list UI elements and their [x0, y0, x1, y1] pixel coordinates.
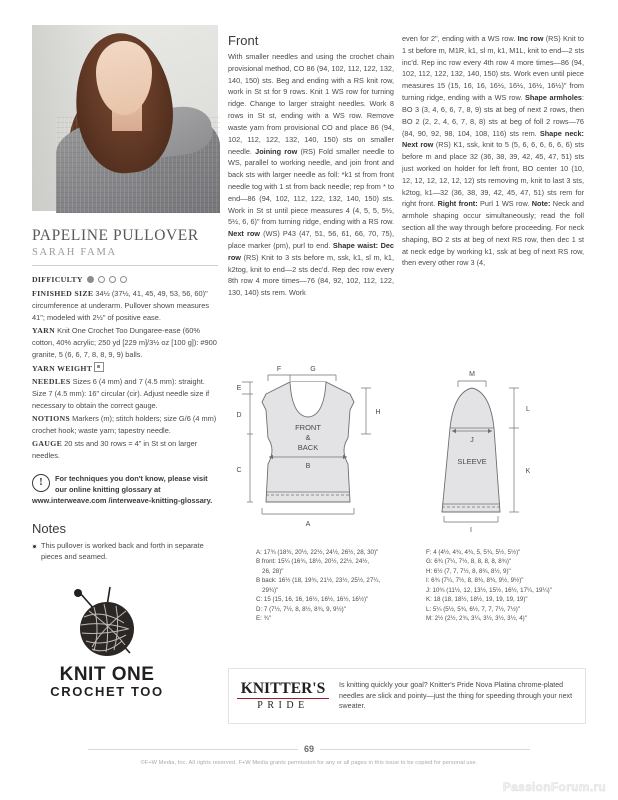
- notions-label: NOTIONS: [32, 413, 71, 423]
- gauge-label: GAUGE: [32, 438, 63, 448]
- site-watermark: PassionForum.ru: [502, 780, 606, 794]
- difficulty-dot-2: [98, 276, 105, 283]
- front-back-label-1: FRONT: [295, 423, 321, 432]
- logo-line-2: CROCHET TOO: [50, 684, 164, 699]
- finished-size-label: FINISHED SIZE: [32, 289, 94, 299]
- difficulty-dot-4: [120, 276, 127, 283]
- front-instructions-continued: even for 2", ending with a WS row. Inc row (RS) Knit to 1 st before m, M1R, k1, sl m, k1, M1L, knit to end—2 sts inc'd. Rep inc row every 4th row 4 more times—86 (94, 102, 112, 122, 132, 140, 150) sts. Work even until piece measures 15 (15, 16, 16, 16½, 16½, 16½, 16½)" from turning ridge, ending with a WS row. Shape armholes: BO 3 (3, 4, 6, 6, 7, 8, 9) sts at beg of next 2 rows, then BO 2 (2, 2, 4, 6, 7, 8, 8) sts at beg of foll 2 rows—76 (84, 90, 92, 98, 104, 108, 116) sts rem. Shape neck: Next row (RS) K1, ssk, knit to 5 (5, 6, 6, 6, 6, 6, 6) sts before m and place 32 (36, 38, 39, 42, 45, 47, 51) sts just worked on holder for left front, BO center 10 (10, 12, 12, 12, 12, 12, 12) sts removing m, knit to last 3 sts, k2tog, k1—32 (36, 38, 39, 42, 45, 47, 51) sts rem for right front. Right front: Purl 1 WS row. Note: Neck and armhole shaping occur simultaneously; read the foll section all the way through before proceeding. For neck shaping, BO 2 sts at beg of next RS row, then dec 1 st at neck edge by working k1, ssk at beg of next RS row, then every other row 3 (4,: [402, 34, 584, 268]
- notions-spec: [32, 413, 218, 437]
- left-column: [32, 25, 218, 700]
- measurement-line: 26, 28)": [262, 567, 284, 575]
- knit-one-crochet-too-logo: [32, 585, 182, 700]
- dimension-label-k: K: [525, 468, 531, 475]
- ad-brand-line-1: KNITTER'S: [240, 679, 326, 697]
- dimension-vertical-h: [361, 388, 371, 434]
- dimension-horizontals-top: [268, 375, 336, 381]
- sleeve-outline: [442, 388, 500, 512]
- measurement-line: L: 5¼ (5½, 5¾, 6½, 7, 7, 7½, 7½)": [426, 605, 521, 613]
- dimension-label-i: I: [470, 527, 472, 534]
- dimension-l-k: [509, 388, 519, 512]
- title-divider: [32, 265, 218, 266]
- measurement-line: I: 6¾ (7¼, 7½, 8, 8¾, 8¾, 9½, 9½)": [426, 577, 524, 585]
- dimension-label-f: F: [276, 366, 282, 373]
- model-photo: [32, 25, 218, 211]
- measurement-line: C: 15 (15, 16, 16, 16½, 16½, 16½, 16½)": [256, 596, 369, 604]
- footer-rule-right: [320, 749, 530, 750]
- measurement-line: 29¾)": [262, 586, 279, 594]
- note-text: This pullover is worked back and forth in separate pieces and seamed.: [41, 540, 204, 562]
- yarn-weight-symbol-icon: [94, 362, 104, 372]
- sleeve-label: SLEEVE: [457, 457, 487, 466]
- advertisement-banner[interactable]: [228, 668, 586, 724]
- page-number: 69: [304, 744, 315, 754]
- finished-size-value: 34½ (37½, 41, 45, 49, 53, 56, 60)" circumference at underarm. Pullover shown measures 41"; modeled with 2½" of positive ease.: [32, 289, 210, 323]
- note-list-item: [32, 540, 218, 563]
- glossary-callout: [32, 473, 218, 507]
- instructions-column-right: [402, 33, 584, 269]
- difficulty-label: DIFFICULTY: [32, 274, 83, 284]
- measurement-line: G: 6¾ (7¼, 7½, 8, 8, 8, 8, 8¾)": [426, 558, 512, 566]
- measurements-right-column: [426, 548, 591, 623]
- specifications: [32, 274, 218, 462]
- dimension-label-a: A: [305, 521, 311, 528]
- page-footer: [0, 744, 618, 766]
- measurement-line: E: ¾": [256, 614, 271, 622]
- measurement-line: B front: 15¼ (16¾, 18½, 20½, 22½, 24½,: [256, 558, 370, 566]
- dimension-verticals-left: [242, 382, 253, 502]
- finished-size-spec: [32, 288, 218, 324]
- dimension-label-j: J: [470, 437, 474, 444]
- measurement-line: B back: 16½ (18, 19¾, 21½, 23½, 25½, 27¼,: [256, 577, 381, 585]
- front-section-heading: Front: [228, 33, 259, 48]
- footer-rule-left: [88, 749, 298, 750]
- dimension-label-b: B: [305, 463, 311, 470]
- ad-brand-divider: [237, 698, 329, 699]
- schematic-diagrams: [228, 366, 584, 534]
- difficulty-dot-1: [87, 276, 94, 283]
- dimension-i: [444, 516, 498, 522]
- logo-line-1: KNIT ONE: [59, 664, 155, 685]
- yarn-value: Knit One Crochet Too Dungaree-ease (60% cotton, 40% acrylic; 250 yd [229 m]/3½ oz [100 g]): #900 granite, 5 (6, 6, 7, 8, 8, 9, 9) balls.: [32, 325, 217, 359]
- gauge-value: 20 sts and 30 rows = 4" in St st on larger needles.: [32, 438, 198, 460]
- needles-spec: [32, 376, 218, 412]
- front-back-label-3: BACK: [297, 443, 319, 452]
- gauge-spec: [32, 438, 218, 462]
- advertisement-text: Is knitting quickly your goal? Knitter's Pride Nova Platina chrome-plated needles are slick and pointy—just the thing for speeding through your next sweater.: [339, 680, 573, 711]
- dimension-label-h: H: [375, 409, 381, 416]
- needles-value: Sizes 6 (4 mm) and 7 (4.5 mm): straight. Size 7 (4.5 mm): 16" circular (cir). Adjust needle size if necessary to obtain the correct gauge.: [32, 376, 210, 410]
- notes-heading: Notes: [32, 520, 66, 536]
- copyright-notice: ©F+W Media, Inc. All rights reserved. F+W Media grants permission for any or all pages in this issue to be copied for personal use.: [140, 760, 478, 766]
- dimension-label-d: D: [236, 412, 242, 419]
- glossary-callout-text: For techniques you don't know, please visit our online knitting glossary at www.interweave.com /interweave-knitting-glossary.: [32, 473, 213, 506]
- measurement-line: M: 2½ (2½, 2¾, 3¼, 3½, 3½, 3½, 4)": [426, 614, 527, 622]
- ad-brand-line-2: PRIDE: [257, 700, 309, 712]
- measurement-line: J: 10¾ (11½, 12, 13½, 15½, 16½, 17¼, 19¼)": [426, 586, 552, 594]
- measurement-line: K: 18 (18, 18½, 18½, 19, 19, 19, 19)": [426, 596, 528, 604]
- dimension-label-g: G: [310, 366, 316, 373]
- instructions-column-middle: [228, 33, 394, 299]
- page-number-row: [0, 744, 618, 754]
- dimension-label-m: M: [469, 371, 475, 378]
- yarn-weight-spec: [32, 362, 218, 375]
- measurement-line: H: 6½ (7, 7, 7½, 8, 8¾, 8½, 9)": [426, 567, 511, 575]
- yarn-label: YARN: [32, 325, 56, 335]
- measurements-left-column: [256, 548, 406, 623]
- dimension-label-l: L: [526, 406, 530, 413]
- front-back-label-2: &: [305, 433, 311, 442]
- dimension-label-c: C: [236, 467, 242, 474]
- schematic-svg: [228, 366, 584, 534]
- notions-value: Markers (m); stitch holders; size G/6 (4 mm) crochet hook; waste yarn; tapestry needle.: [32, 413, 217, 435]
- yarn-weight-label: YARN WEIGHT: [32, 363, 93, 373]
- yarn-spec: [32, 325, 218, 361]
- measurement-line: A: 17¾ (18¾, 20½, 22½, 24½, 26½, 28, 30)": [256, 549, 379, 556]
- page-title: PAPELINE PULLOVER: [32, 227, 199, 244]
- exclamation-circle-icon: !: [32, 474, 50, 492]
- difficulty-dot-3: [109, 276, 116, 283]
- yarn-ball-with-needles-icon: [64, 585, 150, 665]
- measurement-line: F: 4 (4½, 4¾, 4¾, 5, 5¾, 5½, 5½)": [426, 549, 521, 556]
- dimension-horizontal-a: [262, 508, 354, 514]
- note-bullet-icon: [32, 544, 37, 549]
- difficulty-row: [32, 274, 218, 286]
- front-instructions-text: With smaller needles and using the crochet chain provisional method, CO 86 (94, 102, 112, 122, 132, 140, 150) sts. Beg and ending with a RS knit row, work in St st for 9 rows. Knit 1 WS row for turning ridge. Change to larger straight needles. Work 8 rows in St st, ending with a WS row. Remove waste yarn from provisional CO and place 86 (94, 102, 112, 122, 132, 140, 150) sts on smaller needle. Joining row (RS) Fold smaller needle to WS, parallel to working needle, and join front and back sts with larger needle as foll: *k1 st from front needle tog with 1 st from back needle; rep from * to end—86 (94, 102, 112, 122, 132, 140, 150) sts. Work in St st until piece measures 4 (4, 5, 5, 5½, 5½, 6, 6)" from turning ridge, ending with a RS row. Next row (WS) P43 (47, 51, 56, 61, 66, 70, 75), place marker (pm), purl to end. Shape waist: Dec row (RS) Knit to 3 sts before m, ssk, k1, sl m, k1, k2tog, knit to end—2 sts dec'd. Rep dec row every 8th row 4 more times—76 (84, 92, 102, 112, 122, 130, 140) sts rem. Work: [228, 52, 395, 298]
- dimension-m: [458, 381, 486, 387]
- designer-byline: SARAH FAMA: [32, 246, 117, 258]
- dimension-label-e: E: [236, 385, 242, 392]
- needles-label: NEEDLES: [32, 376, 71, 386]
- measurement-line: D: 7 (7½, 7½, 8, 8½, 8¾, 9, 9½)": [256, 605, 346, 613]
- knitters-pride-logo: [229, 681, 331, 712]
